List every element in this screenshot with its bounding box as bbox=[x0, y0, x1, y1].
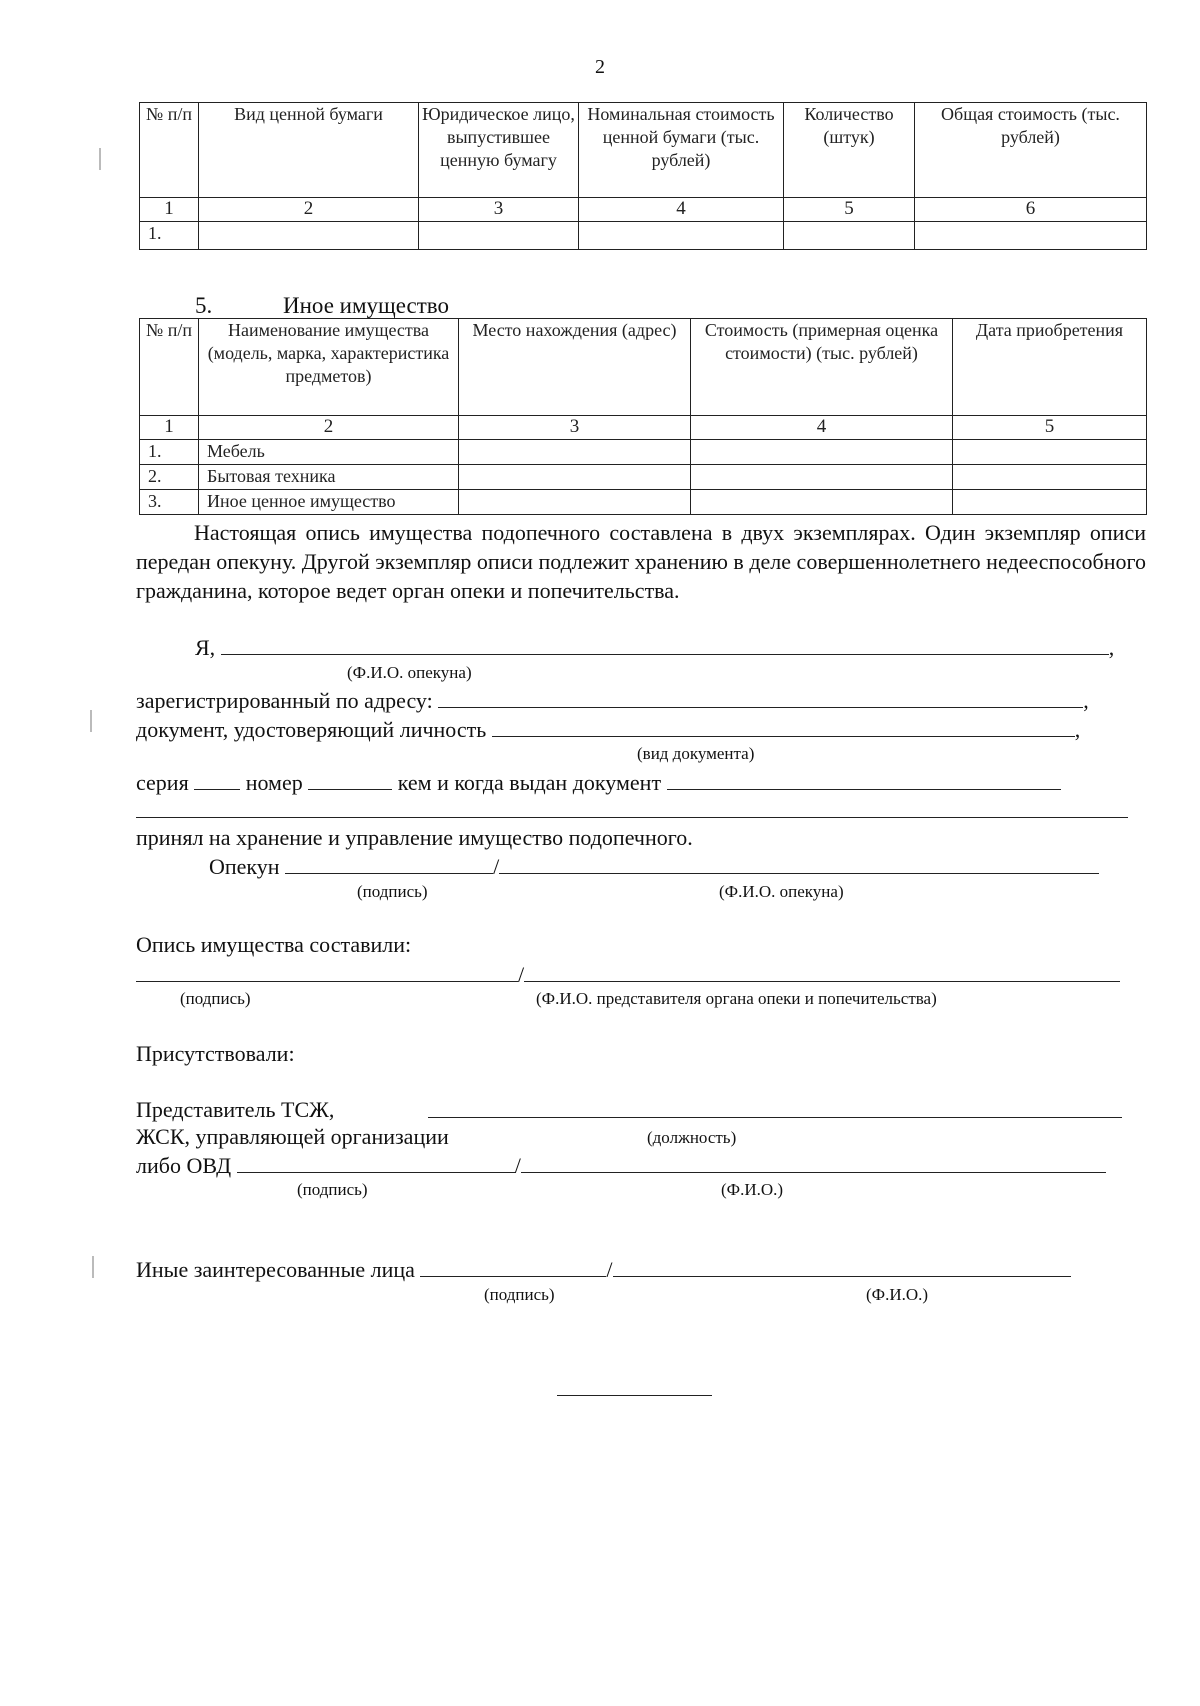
rep-fio-field[interactable] bbox=[521, 1152, 1106, 1173]
scan-mark bbox=[90, 710, 92, 732]
row-number: 1. bbox=[140, 222, 199, 250]
scan-mark bbox=[99, 148, 101, 170]
inventory-paragraph bbox=[136, 518, 1146, 605]
row-number: 1. bbox=[140, 440, 199, 465]
guardian-signature-field[interactable] bbox=[285, 853, 493, 874]
guardian-label: Опекун bbox=[209, 854, 280, 879]
issued-label: кем и когда выдан документ bbox=[397, 770, 662, 795]
others-label: Иные заинтересованные лица bbox=[136, 1257, 415, 1282]
column-number: 5 bbox=[784, 198, 915, 222]
slash: / bbox=[514, 1153, 521, 1178]
column-number: 5 bbox=[953, 416, 1147, 440]
securities-table bbox=[139, 102, 1147, 250]
column-number: 1 bbox=[140, 198, 199, 222]
series-label: серия bbox=[136, 770, 189, 795]
doc-type-caption: (вид документа) bbox=[637, 744, 755, 763]
address-line bbox=[136, 687, 1089, 714]
rep-line-1: Представитель ТСЖ, bbox=[136, 1097, 335, 1122]
comma: , bbox=[1108, 635, 1115, 660]
column-number: 4 bbox=[691, 416, 953, 440]
column-number: 4 bbox=[579, 198, 784, 222]
table-cell bbox=[199, 222, 419, 250]
table-header-row bbox=[140, 103, 1147, 198]
table-row bbox=[140, 465, 1147, 490]
table-cell bbox=[953, 490, 1147, 515]
rep-signature-field[interactable] bbox=[237, 1152, 515, 1173]
signature-caption: (подпись) bbox=[484, 1285, 555, 1304]
table-cell bbox=[579, 222, 784, 250]
closing-rule bbox=[557, 1395, 712, 1396]
rep-line-3: либо ОВД bbox=[136, 1153, 232, 1178]
address-field[interactable] bbox=[438, 687, 1083, 708]
signature-caption: (подпись) bbox=[297, 1180, 368, 1199]
header-cell: Дата приобретения bbox=[953, 319, 1147, 416]
guardian-name-line bbox=[195, 634, 1114, 661]
table-cell bbox=[459, 440, 691, 465]
present-label: Присутствовали: bbox=[136, 1041, 295, 1066]
compiler-signature-line bbox=[136, 961, 1120, 988]
row-number: 2. bbox=[140, 465, 199, 490]
slash: / bbox=[518, 962, 525, 987]
signature-caption: (подпись) bbox=[357, 882, 428, 901]
position-field[interactable] bbox=[428, 1117, 1122, 1118]
header-cell: Количество (штук) bbox=[784, 103, 915, 198]
column-number: 3 bbox=[419, 198, 579, 222]
column-number: 2 bbox=[199, 416, 459, 440]
table-cell bbox=[691, 440, 953, 465]
row-number: 3. bbox=[140, 490, 199, 515]
compiled-label: Опись имущества составили: bbox=[136, 932, 412, 957]
header-cell: Место нахождения (адрес) bbox=[459, 319, 691, 416]
comma: , bbox=[1074, 717, 1081, 742]
table-cell bbox=[953, 465, 1147, 490]
column-number: 2 bbox=[199, 198, 419, 222]
section-title: Иное имущество bbox=[283, 293, 449, 318]
number-label: номер bbox=[245, 770, 303, 795]
table-cell bbox=[691, 465, 953, 490]
document-type-field[interactable] bbox=[492, 716, 1075, 737]
issued-field-continuation[interactable] bbox=[136, 817, 1128, 818]
scan-mark bbox=[92, 1256, 94, 1278]
series-field[interactable] bbox=[194, 769, 240, 790]
compiler-signature-field[interactable] bbox=[136, 961, 518, 982]
item-name: Мебель bbox=[199, 440, 459, 465]
table-row bbox=[140, 222, 1147, 250]
registered-label: зарегистрированный по адресу: bbox=[136, 688, 433, 713]
header-cell: № п/п bbox=[140, 103, 199, 198]
fio-caption: (Ф.И.О.) bbox=[866, 1285, 929, 1304]
other-property-table bbox=[139, 318, 1147, 515]
position-caption: (должность) bbox=[647, 1128, 737, 1147]
header-cell: Стоимость (примерная оценка стоимости) (тыс. рублей) bbox=[691, 319, 953, 416]
column-number: 1 bbox=[140, 416, 199, 440]
item-name: Иное ценное имущество bbox=[199, 490, 459, 515]
table-row bbox=[140, 440, 1147, 465]
table-cell bbox=[915, 222, 1147, 250]
document-label: документ, удостоверяющий личность bbox=[136, 717, 487, 742]
document-line bbox=[136, 716, 1080, 743]
paragraph-text: Настоящая опись имущества подопечного составлена в двух экземплярах. Один экземпляр описи передан опекуну. Другой экземпляр описи подлежит хранению в деле совершеннолетнего недееспособного гражданина, которое ведет орган опеки и попечительства. bbox=[136, 520, 1146, 603]
section-heading bbox=[195, 293, 449, 319]
slash: / bbox=[606, 1257, 613, 1282]
header-cell: Юридическое лицо, выпустившее ценную бумагу bbox=[419, 103, 579, 198]
others-fio-field[interactable] bbox=[613, 1256, 1071, 1277]
header-cell: Наименование имущества (модель, марка, характеристика предметов) bbox=[199, 319, 459, 416]
table-cell bbox=[691, 490, 953, 515]
issued-field[interactable] bbox=[667, 769, 1061, 790]
table-row bbox=[140, 490, 1147, 515]
accepted-text: принял на хранение и управление имущество подопечного. bbox=[136, 825, 693, 850]
ya-label: Я, bbox=[195, 635, 216, 660]
comma: , bbox=[1083, 688, 1089, 713]
rep-line-2: ЖСК, управляющей организации bbox=[136, 1124, 449, 1149]
column-number: 6 bbox=[915, 198, 1147, 222]
guardian-signature-line bbox=[209, 853, 1099, 880]
signature-caption: (подпись) bbox=[180, 989, 251, 1008]
table-cell bbox=[419, 222, 579, 250]
compiler-fio-field[interactable] bbox=[524, 961, 1120, 982]
fio-caption: (Ф.И.О.) bbox=[721, 1180, 784, 1199]
header-cell: Вид ценной бумаги bbox=[199, 103, 419, 198]
guardian-fio-field[interactable] bbox=[499, 853, 1099, 874]
section-number: 5. bbox=[195, 293, 213, 318]
number-field[interactable] bbox=[308, 769, 392, 790]
header-cell: № п/п bbox=[140, 319, 199, 416]
column-number-row bbox=[140, 416, 1147, 440]
others-signature-line bbox=[136, 1256, 1071, 1283]
fio-guardian-caption: (Ф.И.О. опекуна) bbox=[347, 663, 472, 682]
page-number: 2 bbox=[595, 56, 605, 78]
table-cell bbox=[459, 465, 691, 490]
guardian-name-field[interactable] bbox=[221, 634, 1109, 655]
rep-signature-line bbox=[136, 1152, 1106, 1179]
table-header-row bbox=[140, 319, 1147, 416]
fio-rep-caption: (Ф.И.О. представителя органа опеки и попечительства) bbox=[536, 989, 937, 1008]
series-line bbox=[136, 769, 1061, 796]
header-cell: Общая стоимость (тыс. рублей) bbox=[915, 103, 1147, 198]
others-signature-field[interactable] bbox=[420, 1256, 606, 1277]
table-cell bbox=[459, 490, 691, 515]
column-number: 3 bbox=[459, 416, 691, 440]
table-cell bbox=[953, 440, 1147, 465]
fio-guardian-caption-2: (Ф.И.О. опекуна) bbox=[719, 882, 844, 901]
column-number-row bbox=[140, 198, 1147, 222]
table-cell bbox=[784, 222, 915, 250]
item-name: Бытовая техника bbox=[199, 465, 459, 490]
header-cell: Номинальная стоимость ценной бумаги (тыс. рублей) bbox=[579, 103, 784, 198]
slash: / bbox=[493, 854, 500, 879]
